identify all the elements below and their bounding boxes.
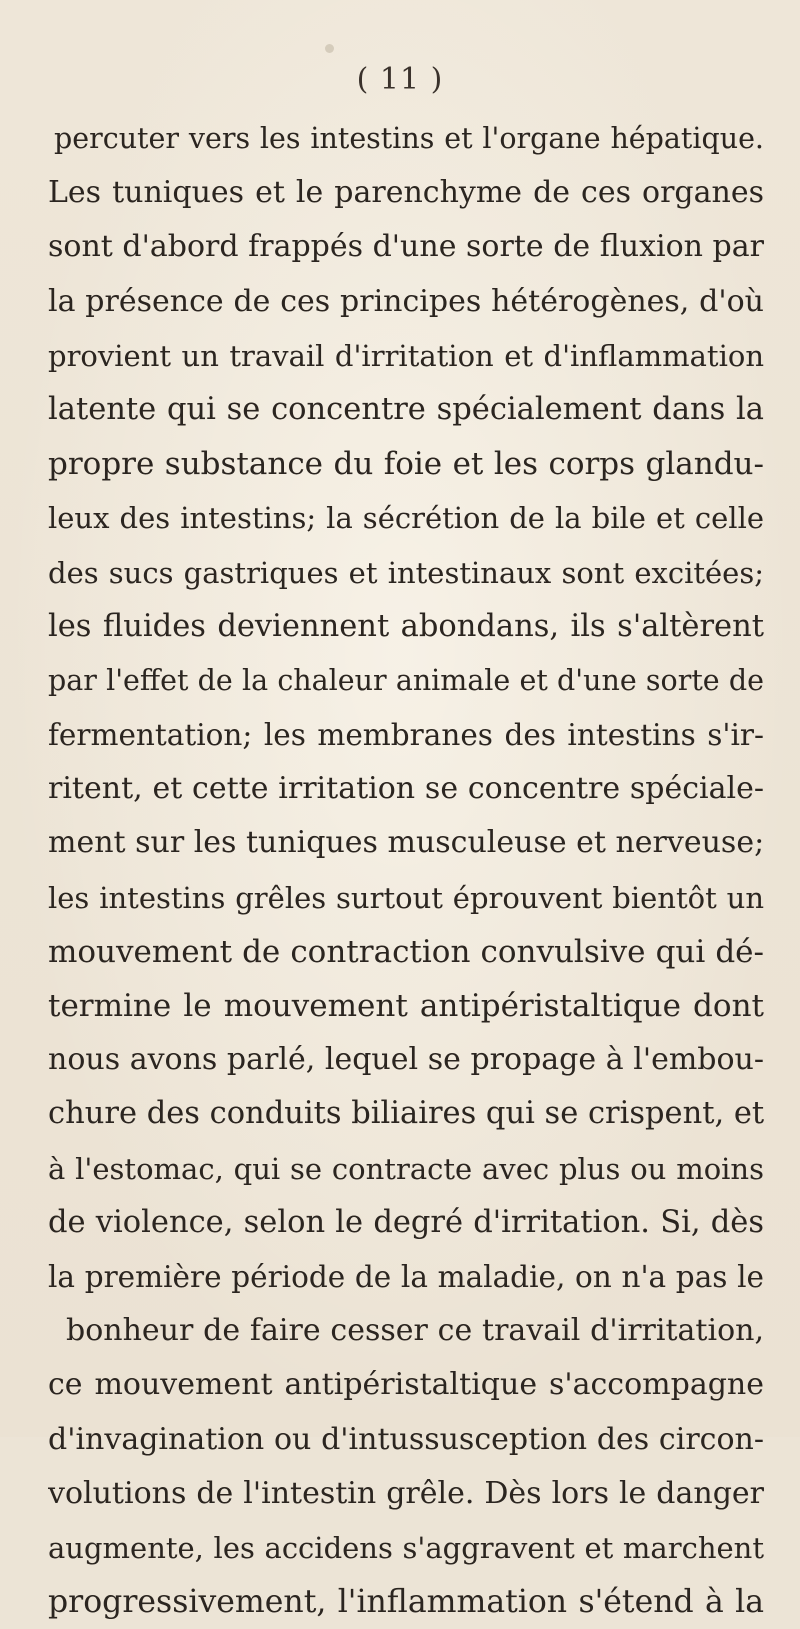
text-line: ce mouvement antipéristaltique s'accompagne (48, 1367, 764, 1403)
text-line: progressivement, l'inflammation s'étend à la (48, 1584, 764, 1621)
text-line: la présence de ces principes hétérogènes, d'où (48, 283, 764, 319)
text-line: ritent, et cette irritation se concentre spéciale- (48, 771, 764, 807)
text-line: termine le mouvement antipéristaltique dont (48, 988, 764, 1024)
text-line: sont d'abord frappés d'une sorte de fluxion par (48, 229, 764, 265)
text-line: latente qui se concentre spécialement dans la (48, 391, 764, 427)
text-line: leux des intestins; la sécrétion de la bile et celle (48, 501, 764, 536)
text-line: les intestins grêles surtout éprouvent bientôt un (48, 880, 764, 915)
text-line: provient un travail d'irritation et d'inflammation (48, 338, 764, 373)
text-line: fermentation; les membranes des intestins s'ir- (48, 718, 764, 753)
text-line: percuter vers les intestins et l'organe hépatique. (54, 122, 764, 155)
text-line: de violence, selon le degré d'irritation. Si, dès (48, 1204, 764, 1240)
text-line: nous avons parlé, lequel se propage à l'embou- (48, 1042, 764, 1078)
text-line: propre substance du foie et les corps glandu- (48, 446, 764, 483)
body-text (48, 112, 764, 1629)
text-line: par l'effet de la chaleur animale et d'une sorte de (48, 663, 764, 697)
text-line: la première période de la maladie, on n'a pas le (48, 1259, 764, 1294)
paper-speck (325, 44, 334, 53)
text-line: à l'estomac, qui se contracte avec plus ou moins (48, 1151, 764, 1186)
text-line: les fluides deviennent abondans, ils s'altèrent (48, 608, 764, 644)
text-line: Les tuniques et le parenchyme de ces organes (48, 175, 764, 211)
text-line: chure des conduits biliaires qui se crispent, et (48, 1096, 764, 1132)
text-line: volutions de l'intestin grêle. Dès lors le danger (48, 1475, 764, 1511)
text-line: mouvement de contraction convulsive qui dé- (48, 933, 764, 970)
text-line: ment sur les tuniques musculeuse et nerveuse; (48, 825, 764, 861)
page-number: ( 11 ) (356, 62, 444, 97)
text-line: d'invagination ou d'intussusception des circon- (48, 1421, 764, 1457)
text-line: augmente, les accidens s'aggravent et marchent (48, 1530, 764, 1565)
text-line: des sucs gastriques et intestinaux sont excitées; (48, 555, 764, 590)
text-line: bonheur de faire cesser ce travail d'irritation, (66, 1313, 764, 1349)
